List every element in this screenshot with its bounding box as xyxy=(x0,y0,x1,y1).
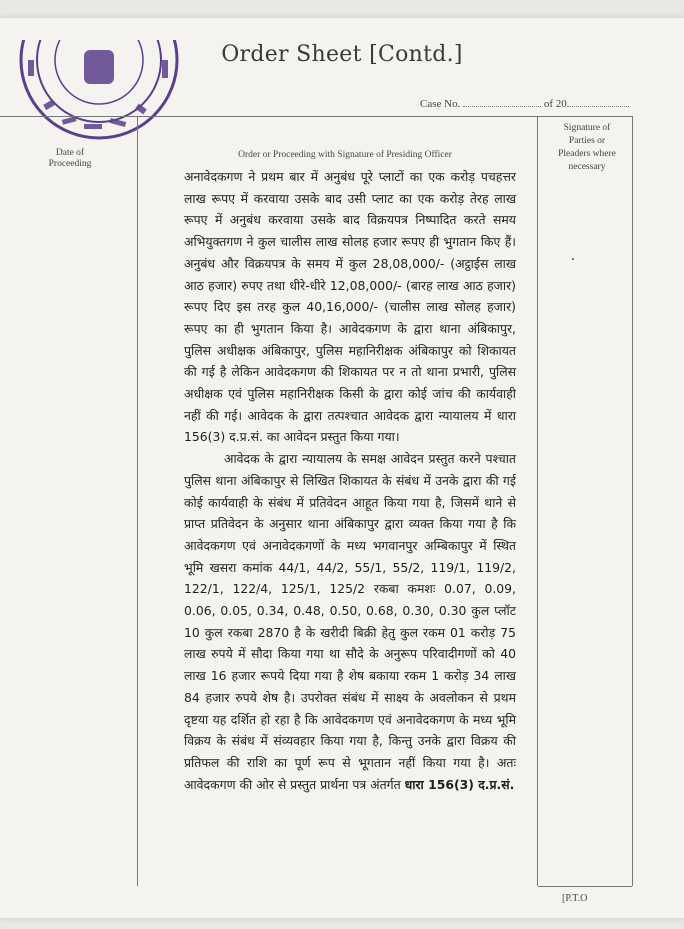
signature-header-line4: necessary xyxy=(568,162,606,172)
order-paragraph-2 xyxy=(184,448,516,795)
date-column-header-top: Date of xyxy=(55,148,85,158)
signature-header-line3: Pleaders where xyxy=(558,149,616,159)
date-column-header xyxy=(10,148,130,170)
year-blank xyxy=(567,106,629,107)
section-reference: धारा 156(3) द.प्र.सं. xyxy=(404,776,515,792)
signature-header-line1: Signature of xyxy=(563,123,611,133)
of-year-label: of 20 xyxy=(543,98,567,110)
order-sheet-page xyxy=(0,18,684,918)
order-paragraph-2-text: आवेदक के द्वारा न्यायालय के समक्ष आवेदन प्रस्तुत करने पश्चात पुलिस थाना अंबिकापुर से लिखित शिकायत के संबंध में उनके द्वारा की गई कोई कार्यवाही के संबंध में प्रतिवेदन आहूत किया गया है, जिसमें थाने से प्राप्त प्रतिवेदन के अनुसार थाना अंबिकापुर द्वारा व्यक्त किया गया है कि आवेदकगण एवं अनावेदकगणों के मध्य भगवानपुर अम्बिकापुर में स्थित भूमि खसरा कमांक 44/1, 44/2, 55/1, 55/2, 119/1, 119/2, 122/1, 122/4, 125/1, 125/2 रकबा कमशः 0.07, 0.09, 0.06, 0.05, 0.34, 0.48, 0.50, 0.68, 0.30, 0.30 कुल प्लॉट 10 कुल रकबा 2870 है के खरीदी बिक्री हेतु कुल रकम 01 करोड़ 75 लाख रुपये में सौदा किया गया था सौदे के अनुरूप परिवादीगणों को 40 लाख 16 हजार रूपये दिया गया है शेष बकाया रकम 1 करोड़ 34 लाख 84 हजार रुपये शेष है। उपरोक्त संबंध में साक्ष्य के अवलोकन से प्रथम दृष्टया यह दर्शित हो रहा है कि आवेदकगण एवं अनावेदकगण के मध्य भूमि विक्रय के संबंध में संव्यवहार किया गया है, किन्तु उनके द्वारा विक्रय की प्रतिफल की राशि का पूर्ण रूप से भूगतान नहीं किया गया है। अतः आवेदकगण की ओर से प्रस्तुत प्रार्थना पत्र अंतर्गत xyxy=(184,451,516,792)
order-body-text xyxy=(184,166,516,795)
column-border-right xyxy=(632,116,633,886)
signature-column-header xyxy=(540,122,634,174)
order-column-header: Order or Proceeding with Signature of Presiding Officer xyxy=(238,150,452,160)
column-divider-right xyxy=(537,116,538,886)
order-paragraph-1: अनावेदकगण ने प्रथम बार में अनुबंध पूरे प्लाटों का एक करोड़ पचहत्तर लाख रूपए में करवाया उसके बाद उसी प्लाट का एक करोड़ तेरह लाख रूपए में अनुबंध करवाया उसके बाद विक्रयपत्र निष्पादित करते समय अभियुक्तगण ने कुल चालीस लाख सोलह हजार रूपए ही भुगतान किए हैं। अनुबंध और विक्रयपत्र के समय में कुल 28,08,000/- (अट्ठाईस लाख आठ हजार) रुपए तथा धीरे-धीरे 12,08,000/- (बारह लाख आठ हजार) रूपए दिए इस तरह कुल 40,16,000/- (चालीस लाख सोलह हजार) रूपए का ही भुगतान किया है। आवेदकगण के द्वारा थाना अंबिकापुर, पुलिस अधीक्षक अंबिकापुर, पुलिस महानिरीक्षक अंबिकापुर को शिकायत की गई है लेकिन आवेदकगण की शिकायत पर न तो थाना प्रभारी, पुलिस अधीक्षक एवं पुलिस महानिरीक्षक किसी के द्वारा कोई जांच की कार्यवाही नहीं की गई। आवेदक के द्वारा तत्पश्चात आवेदक द्वारा न्यायालय में धारा 156(3) द.प्र.सं. का आवेदन प्रस्तुत किया गया। xyxy=(184,169,516,445)
pto-label: [P.T.O xyxy=(562,893,588,904)
column-divider-left xyxy=(137,116,138,886)
ink-mark xyxy=(572,258,574,260)
signature-header-line2: Parties or xyxy=(568,136,606,146)
case-number-line xyxy=(420,98,629,110)
proceeding-column-header: Proceeding xyxy=(48,159,92,169)
case-no-blank xyxy=(463,106,541,107)
footer-rule xyxy=(538,886,632,887)
case-no-label: Case No. xyxy=(420,98,461,110)
document-title: Order Sheet [Contd.] xyxy=(221,42,463,67)
